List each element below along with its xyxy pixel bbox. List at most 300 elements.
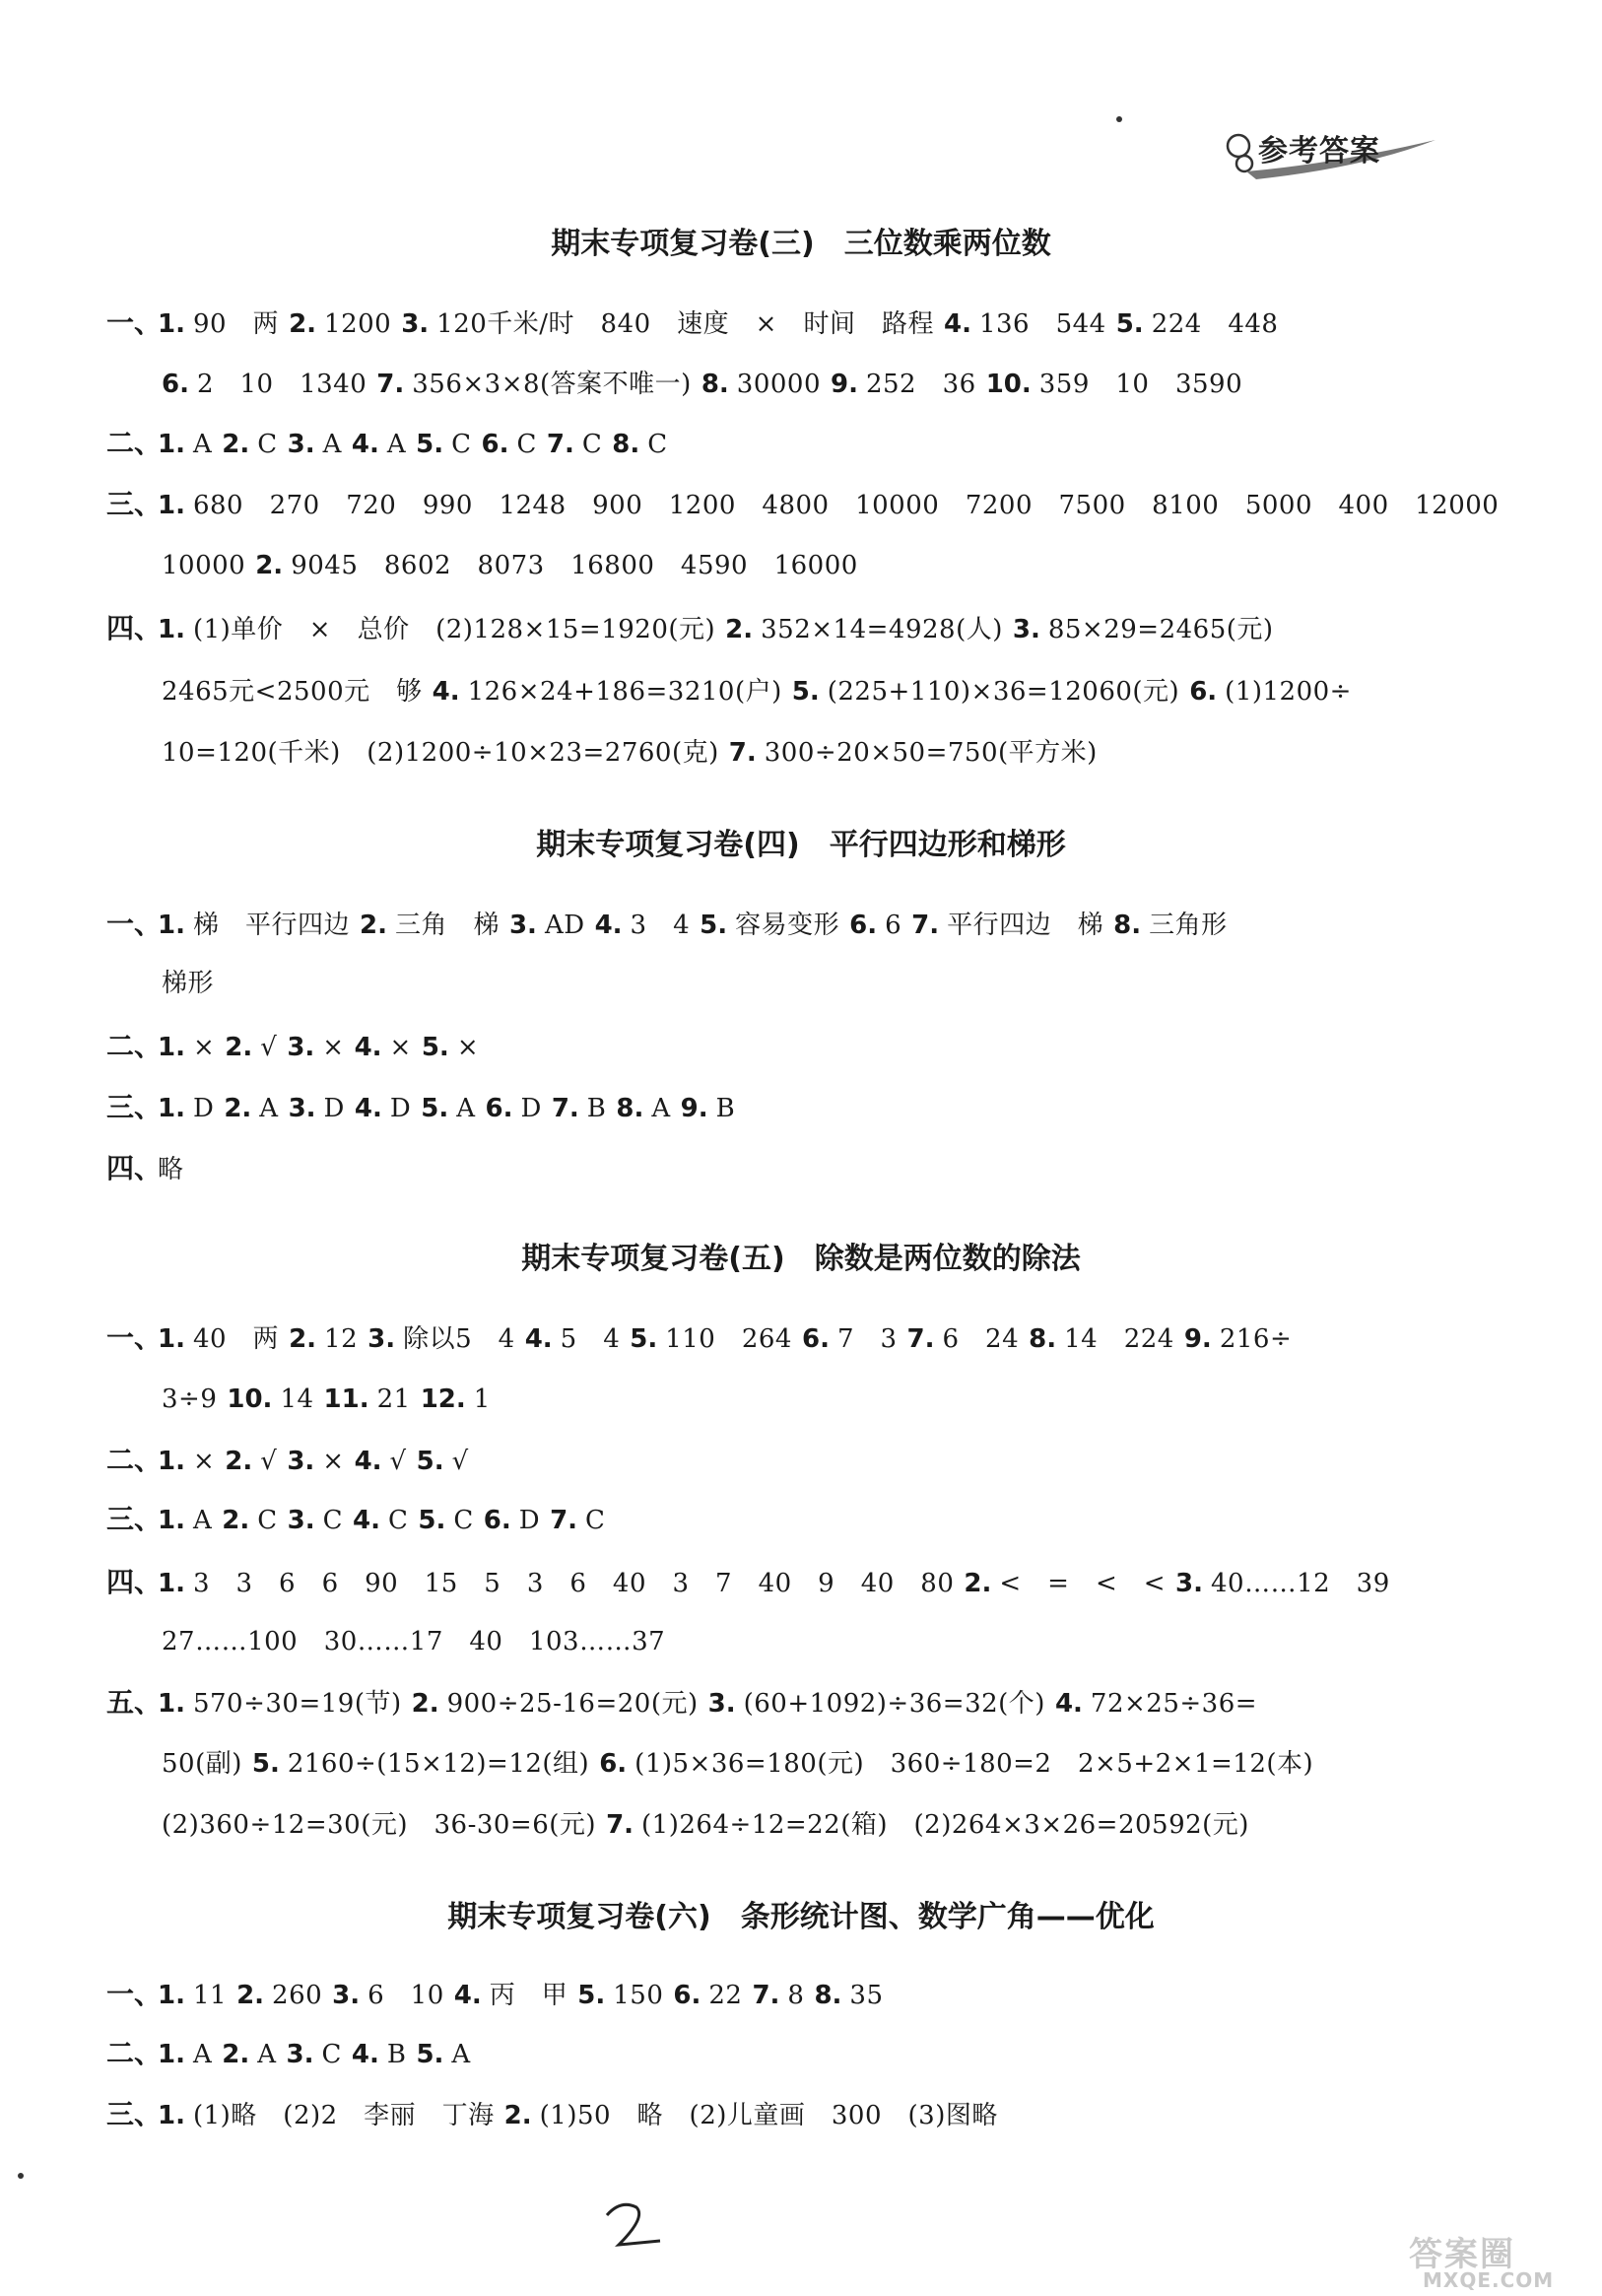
answer-item <box>360 908 500 943</box>
answer-item <box>252 1746 589 1782</box>
answer-item <box>417 1444 469 1479</box>
answer-item <box>158 2037 212 2072</box>
item-answer: A <box>192 2040 213 2069</box>
item-number: 1. <box>158 1094 185 1123</box>
item-number: 4. <box>354 1447 382 1476</box>
item-number: 8. <box>612 430 640 459</box>
item-number: 5. <box>421 1033 449 1062</box>
answer-item <box>355 1030 412 1065</box>
item-answer: (1)1200÷ <box>1225 677 1352 707</box>
item-answer: (1)略 (2)2 李丽 丁海 <box>192 2101 495 2130</box>
question-group-label: 二、 <box>106 2037 163 2069</box>
item-answer: D <box>192 1094 215 1123</box>
item-answer: A <box>192 430 213 459</box>
item-number: 4. <box>351 2040 379 2069</box>
answer-item <box>485 1091 541 1126</box>
answer-item <box>606 1807 1249 1843</box>
item-number: 2. <box>225 1447 253 1476</box>
answer-line <box>162 367 1252 402</box>
answer-line <box>162 1382 501 1417</box>
item-number: 6. <box>485 1094 513 1123</box>
question-group-label: 三、 <box>106 1091 163 1123</box>
item-number: 4. <box>353 1506 380 1535</box>
answer-item <box>422 1030 479 1065</box>
item-answer: A <box>322 430 342 459</box>
answer-item <box>612 427 667 462</box>
answer-line <box>106 907 1237 943</box>
item-answer: × <box>192 1447 216 1476</box>
answer-item <box>673 1978 742 2013</box>
item-number: 8. <box>701 370 729 399</box>
answer-line <box>162 966 224 1001</box>
answer-line <box>106 2036 481 2072</box>
item-number: 3. <box>367 1324 396 1354</box>
item-number: 2. <box>224 1094 252 1123</box>
item-number: 1. <box>158 1689 185 1719</box>
item-number: 5. <box>700 911 728 940</box>
item-number: 5. <box>416 2040 444 2069</box>
item-answer: 10=120(千米) (2)1200÷10×23=2760(克) <box>162 738 719 768</box>
answer-item <box>911 908 1103 943</box>
item-answer: 三角 梯 <box>394 911 500 940</box>
answer-item <box>725 612 1003 647</box>
item-number: 4. <box>354 1094 382 1123</box>
answer-line <box>162 1624 675 1659</box>
item-number: 1. <box>158 615 185 644</box>
item-number: 6. <box>801 1324 830 1354</box>
item-answer: × <box>322 1447 345 1476</box>
answer-line <box>106 1685 1267 1722</box>
question-group-label: 二、 <box>106 427 163 459</box>
item-number: 8. <box>1113 911 1142 940</box>
item-answer: 5 4 <box>560 1324 621 1354</box>
item-number: 7. <box>551 1094 579 1123</box>
item-number: 2. <box>725 615 754 644</box>
item-answer: C <box>451 430 472 459</box>
answer-line <box>106 611 1284 647</box>
item-number: 1. <box>158 430 185 459</box>
item-answer: 120千米/时 840 速度 × 时间 路程 <box>436 309 934 339</box>
item-answer: C <box>257 430 278 459</box>
answer-item <box>681 1091 736 1126</box>
answer-item <box>577 1978 663 2013</box>
item-number: 9. <box>831 370 858 399</box>
answer-item <box>355 1091 411 1126</box>
answer-item <box>162 1624 665 1659</box>
answer-item <box>552 1091 607 1126</box>
answer-item <box>227 1382 313 1417</box>
answer-item <box>162 966 214 1001</box>
answer-item <box>287 1444 344 1479</box>
question-group-label: 一、 <box>106 1321 163 1354</box>
item-number: 3. <box>401 309 430 339</box>
item-answer: 35 <box>849 1981 884 2010</box>
answer-line <box>162 1746 1323 1782</box>
item-number: 8. <box>616 1094 644 1123</box>
answer-item <box>454 1978 567 2013</box>
question-group-label: 三、 <box>106 1503 163 1535</box>
answer-item <box>416 2037 470 2072</box>
item-number: 8. <box>1029 1324 1057 1354</box>
item-answer: 9045 8602 8073 16800 4590 16000 <box>291 551 858 580</box>
item-number: 3. <box>508 911 537 940</box>
answer-item <box>814 1978 883 2013</box>
answer-item <box>630 1321 792 1357</box>
item-number: 7. <box>752 1981 780 2010</box>
item-number: 3. <box>287 430 315 459</box>
answer-item <box>158 1978 227 2013</box>
item-number: 10. <box>227 1384 273 1414</box>
item-answer: 224 448 <box>1151 309 1279 339</box>
item-answer: 三角形 <box>1149 911 1228 940</box>
item-answer: < = < < <box>999 1569 1167 1598</box>
item-number: 10. <box>985 370 1032 399</box>
answer-item <box>1189 674 1352 709</box>
answer-item <box>964 1566 1166 1601</box>
answer-item <box>158 1686 402 1722</box>
item-answer: 21 <box>376 1384 411 1414</box>
item-answer: × <box>456 1033 480 1062</box>
item-number: 2. <box>222 1506 250 1535</box>
answer-item <box>509 908 585 943</box>
item-answer: √ <box>389 1447 407 1476</box>
answer-item <box>421 1091 475 1126</box>
item-answer: 900÷25-16=20(元) <box>446 1689 699 1719</box>
answer-item <box>225 1030 277 1065</box>
answer-item <box>412 1686 699 1722</box>
item-number: 7. <box>550 1506 578 1535</box>
answer-item <box>599 1746 1313 1782</box>
item-answer: 12 <box>324 1324 359 1354</box>
item-number: 2. <box>289 1324 317 1354</box>
answer-item <box>1184 1321 1292 1357</box>
item-answer: C <box>257 1506 278 1535</box>
item-answer: A <box>651 1094 671 1123</box>
answer-item <box>224 1091 278 1126</box>
section-title: 期末专项复习卷(四) 平行四边形和梯形 <box>536 828 1066 862</box>
answer-item <box>700 908 839 943</box>
item-answer: 8 <box>787 1981 805 2010</box>
item-number: 3. <box>707 1689 736 1719</box>
item-answer: 2 10 1340 <box>196 370 367 399</box>
answer-item <box>289 1321 358 1357</box>
item-answer: 27……100 30……17 40 103……37 <box>162 1627 666 1656</box>
item-answer: 14 <box>280 1384 314 1414</box>
item-answer: A <box>257 2040 277 2069</box>
question-group-label: 四、 <box>106 1566 163 1598</box>
item-number: 5. <box>416 430 444 459</box>
item-answer: 3÷9 <box>162 1384 218 1414</box>
answer-item <box>288 1503 343 1538</box>
item-answer: 略 <box>158 1155 184 1184</box>
answer-item <box>729 735 1098 771</box>
item-answer: D <box>518 1506 541 1535</box>
item-answer: 22 <box>708 1981 743 2010</box>
item-answer: 72×25÷36= <box>1090 1689 1258 1719</box>
item-number: 7. <box>728 738 757 768</box>
item-number: 2. <box>964 1569 992 1598</box>
item-number: 6. <box>1189 677 1218 707</box>
item-number: 4. <box>354 1033 382 1062</box>
item-answer: 30000 <box>736 370 821 399</box>
item-answer: AD <box>544 911 585 940</box>
item-answer: (60+1092)÷36=32(个) <box>743 1689 1045 1719</box>
item-answer: (225+110)×36=12060(元) <box>827 677 1180 707</box>
question-group-label: 五、 <box>106 1686 163 1719</box>
item-answer: A <box>259 1094 279 1123</box>
item-number: 1. <box>158 1569 185 1598</box>
item-number: 4. <box>351 430 379 459</box>
answer-item <box>484 1503 540 1538</box>
answer-line <box>162 674 1362 709</box>
item-answer: C <box>647 430 668 459</box>
answer-item <box>352 427 406 462</box>
item-answer: C <box>453 1506 474 1535</box>
item-number: 7. <box>906 1324 935 1354</box>
item-number: 1. <box>158 309 185 339</box>
item-number: 4. <box>453 1981 482 2010</box>
section-title: 期末专项复习卷(三) 三位数乘两位数 <box>551 227 1051 261</box>
answer-item <box>158 427 212 462</box>
answer-item <box>236 1978 322 2013</box>
item-number: 8. <box>814 1981 842 2010</box>
item-answer: 14 224 <box>1064 1324 1174 1354</box>
item-number: 1. <box>158 2101 185 2130</box>
item-number: 3. <box>287 1447 315 1476</box>
item-answer: 2465元<2500元 够 <box>162 677 423 707</box>
item-answer: × <box>389 1033 412 1062</box>
item-number: 6. <box>673 1981 701 2010</box>
answer-line <box>106 1443 479 1479</box>
answer-item <box>1113 908 1227 943</box>
answer-line <box>106 1565 1400 1601</box>
item-answer: C <box>516 430 537 459</box>
item-answer: 除以5 4 <box>403 1324 515 1354</box>
answer-item <box>162 1382 217 1417</box>
item-answer: D <box>389 1094 412 1123</box>
answer-item <box>401 306 934 342</box>
item-answer: D <box>323 1094 345 1123</box>
answer-item <box>418 1503 473 1538</box>
item-number: 2. <box>411 1689 439 1719</box>
answer-item <box>1055 1686 1257 1722</box>
answer-item <box>353 1503 408 1538</box>
item-answer: C <box>321 2040 342 2069</box>
item-answer: A <box>192 1506 213 1535</box>
item-number: 6. <box>162 370 189 399</box>
answer-item <box>162 548 245 583</box>
item-number: 6. <box>599 1749 628 1779</box>
answer-item <box>367 1321 515 1357</box>
answer-item <box>287 2037 342 2072</box>
item-answer: 150 <box>613 1981 664 2010</box>
item-number: 5. <box>421 1094 449 1123</box>
answer-item <box>158 1444 215 1479</box>
question-group-label: 三、 <box>106 488 163 520</box>
item-answer: 260 <box>272 1981 323 2010</box>
item-number: 4. <box>594 911 623 940</box>
item-answer: 356×3×8(答案不唯一) <box>412 370 692 399</box>
answer-item <box>158 1030 215 1065</box>
item-number: 7. <box>376 370 405 399</box>
item-answer: 252 36 <box>865 370 976 399</box>
item-number: 1. <box>158 1506 185 1535</box>
item-answer: C <box>322 1506 343 1535</box>
answer-item <box>849 908 901 943</box>
answer-item <box>525 1321 621 1357</box>
item-answer: 680 270 720 990 1248 900 1200 4800 10000 7200 7500 8100 5000 400 12000 <box>192 491 1500 520</box>
item-answer: (2)360÷12=30(元) 36-30=6(元) <box>162 1810 597 1840</box>
item-answer: 6 <box>885 911 902 940</box>
item-answer: 352×14=4928(人) <box>761 615 1003 644</box>
item-answer: √ <box>451 1447 469 1476</box>
item-answer: 平行四边 梯 <box>947 911 1104 940</box>
answer-item <box>802 1321 898 1357</box>
item-answer: 300÷20×50=750(平方米) <box>764 738 1098 768</box>
item-answer: 3 4 <box>630 911 691 940</box>
item-answer: (1)50 略 (2)儿童画 300 (3)图略 <box>539 2101 998 2130</box>
item-answer: 3 3 6 6 90 15 5 3 6 40 3 7 40 9 40 80 <box>192 1569 955 1598</box>
item-answer: 丙 甲 <box>489 1981 568 2010</box>
question-group-label: 三、 <box>106 2098 163 2130</box>
answer-item <box>158 2098 495 2133</box>
item-number: 6. <box>849 911 878 940</box>
item-number: 5. <box>416 1447 444 1476</box>
watermark-url: MXQE.COM <box>1423 2268 1555 2292</box>
answer-line <box>106 2097 1008 2133</box>
item-answer: 40……12 39 <box>1211 1569 1390 1598</box>
item-answer: × <box>322 1033 345 1062</box>
answer-line <box>162 735 1107 771</box>
answer-item <box>421 1382 491 1417</box>
answer-item <box>158 306 279 342</box>
answer-line <box>106 426 678 462</box>
item-answer: 50(副) <box>162 1749 242 1779</box>
answer-item <box>222 427 277 462</box>
answer-item <box>162 1746 242 1782</box>
answer-line <box>162 548 868 583</box>
item-number: 5. <box>791 677 820 707</box>
item-answer: 85×29=2465(元) <box>1047 615 1274 644</box>
question-group-label: 一、 <box>106 306 163 339</box>
answer-item <box>158 1503 212 1538</box>
answer-item <box>944 306 1106 342</box>
page-number-mark <box>599 2197 668 2255</box>
item-number: 2. <box>255 551 284 580</box>
item-answer: B <box>715 1094 736 1123</box>
item-answer: A <box>456 1094 476 1123</box>
answer-item <box>792 674 1179 709</box>
item-answer: C <box>581 430 603 459</box>
item-number: 5. <box>418 1506 446 1535</box>
answer-line <box>106 1977 894 2013</box>
item-number: 9. <box>680 1094 708 1123</box>
item-number: 3. <box>287 1506 315 1535</box>
answer-item <box>708 1686 1045 1722</box>
item-number: 6. <box>483 1506 511 1535</box>
answer-item <box>1029 1321 1174 1357</box>
item-answer: 110 264 <box>665 1324 792 1354</box>
item-answer: 1 <box>473 1384 491 1414</box>
item-number: 4. <box>432 677 460 707</box>
answer-item <box>616 1091 670 1126</box>
item-answer: √ <box>260 1033 278 1062</box>
answer-line <box>106 1029 489 1065</box>
item-answer: × <box>192 1033 216 1062</box>
item-answer: 126×24+186=3210(户) <box>467 677 782 707</box>
answer-item <box>289 1091 345 1126</box>
page-speck <box>18 2173 24 2179</box>
answer-line <box>106 1090 745 1126</box>
item-answer: √ <box>260 1447 278 1476</box>
answer-item <box>1175 1566 1390 1601</box>
item-number: 3. <box>287 1033 315 1062</box>
item-number: 2. <box>222 2040 250 2069</box>
question-group-label: 四、 <box>106 1152 163 1184</box>
item-answer: A <box>386 430 407 459</box>
item-number: 7. <box>606 1810 634 1840</box>
item-number: 2. <box>236 1981 265 2010</box>
item-answer: 11 <box>192 1981 228 2010</box>
item-answer: 90 两 <box>192 309 280 339</box>
answer-item <box>1013 612 1274 647</box>
answer-item <box>547 427 602 462</box>
item-answer: B <box>586 1094 607 1123</box>
answer-item <box>288 427 342 462</box>
answer-item <box>162 735 719 771</box>
answer-item <box>752 1978 804 2013</box>
answer-item <box>287 1030 344 1065</box>
item-answer: 570÷30=19(节) <box>192 1689 402 1719</box>
item-answer: 40 两 <box>192 1324 280 1354</box>
item-answer: 216÷ <box>1219 1324 1293 1354</box>
item-number: 2. <box>222 430 250 459</box>
answer-key-title: 参考答案 <box>1258 134 1380 169</box>
item-number: 3. <box>1012 615 1040 644</box>
answer-item <box>225 1444 277 1479</box>
item-number: 4. <box>524 1324 553 1354</box>
answer-item <box>504 2098 998 2133</box>
answer-item <box>158 1091 214 1126</box>
item-number: 6. <box>481 430 509 459</box>
answer-item <box>222 2037 276 2072</box>
item-number: 5. <box>1115 309 1144 339</box>
item-number: 5. <box>251 1749 280 1779</box>
answer-line <box>106 487 1508 523</box>
item-number: 2. <box>359 911 387 940</box>
item-answer: 7 3 <box>836 1324 898 1354</box>
answer-line <box>106 305 1288 342</box>
question-group-label: 二、 <box>106 1444 163 1476</box>
answer-line <box>106 1151 194 1187</box>
item-answer: 359 10 3590 <box>1038 370 1243 399</box>
answer-item <box>162 1807 596 1843</box>
answer-item <box>416 427 471 462</box>
item-answer: B <box>386 2040 407 2069</box>
item-number: 3. <box>1175 1569 1203 1598</box>
item-answer: D <box>520 1094 542 1123</box>
item-number: 5. <box>577 1981 606 2010</box>
answer-item <box>907 1321 1020 1357</box>
item-number: 1. <box>158 1033 185 1062</box>
question-group-label: 一、 <box>106 1978 163 2010</box>
answer-item <box>595 908 691 943</box>
answer-item <box>482 427 537 462</box>
item-number: 12. <box>420 1384 466 1414</box>
answer-item <box>332 1978 444 2013</box>
answer-item <box>158 612 715 647</box>
answer-item <box>986 367 1242 402</box>
